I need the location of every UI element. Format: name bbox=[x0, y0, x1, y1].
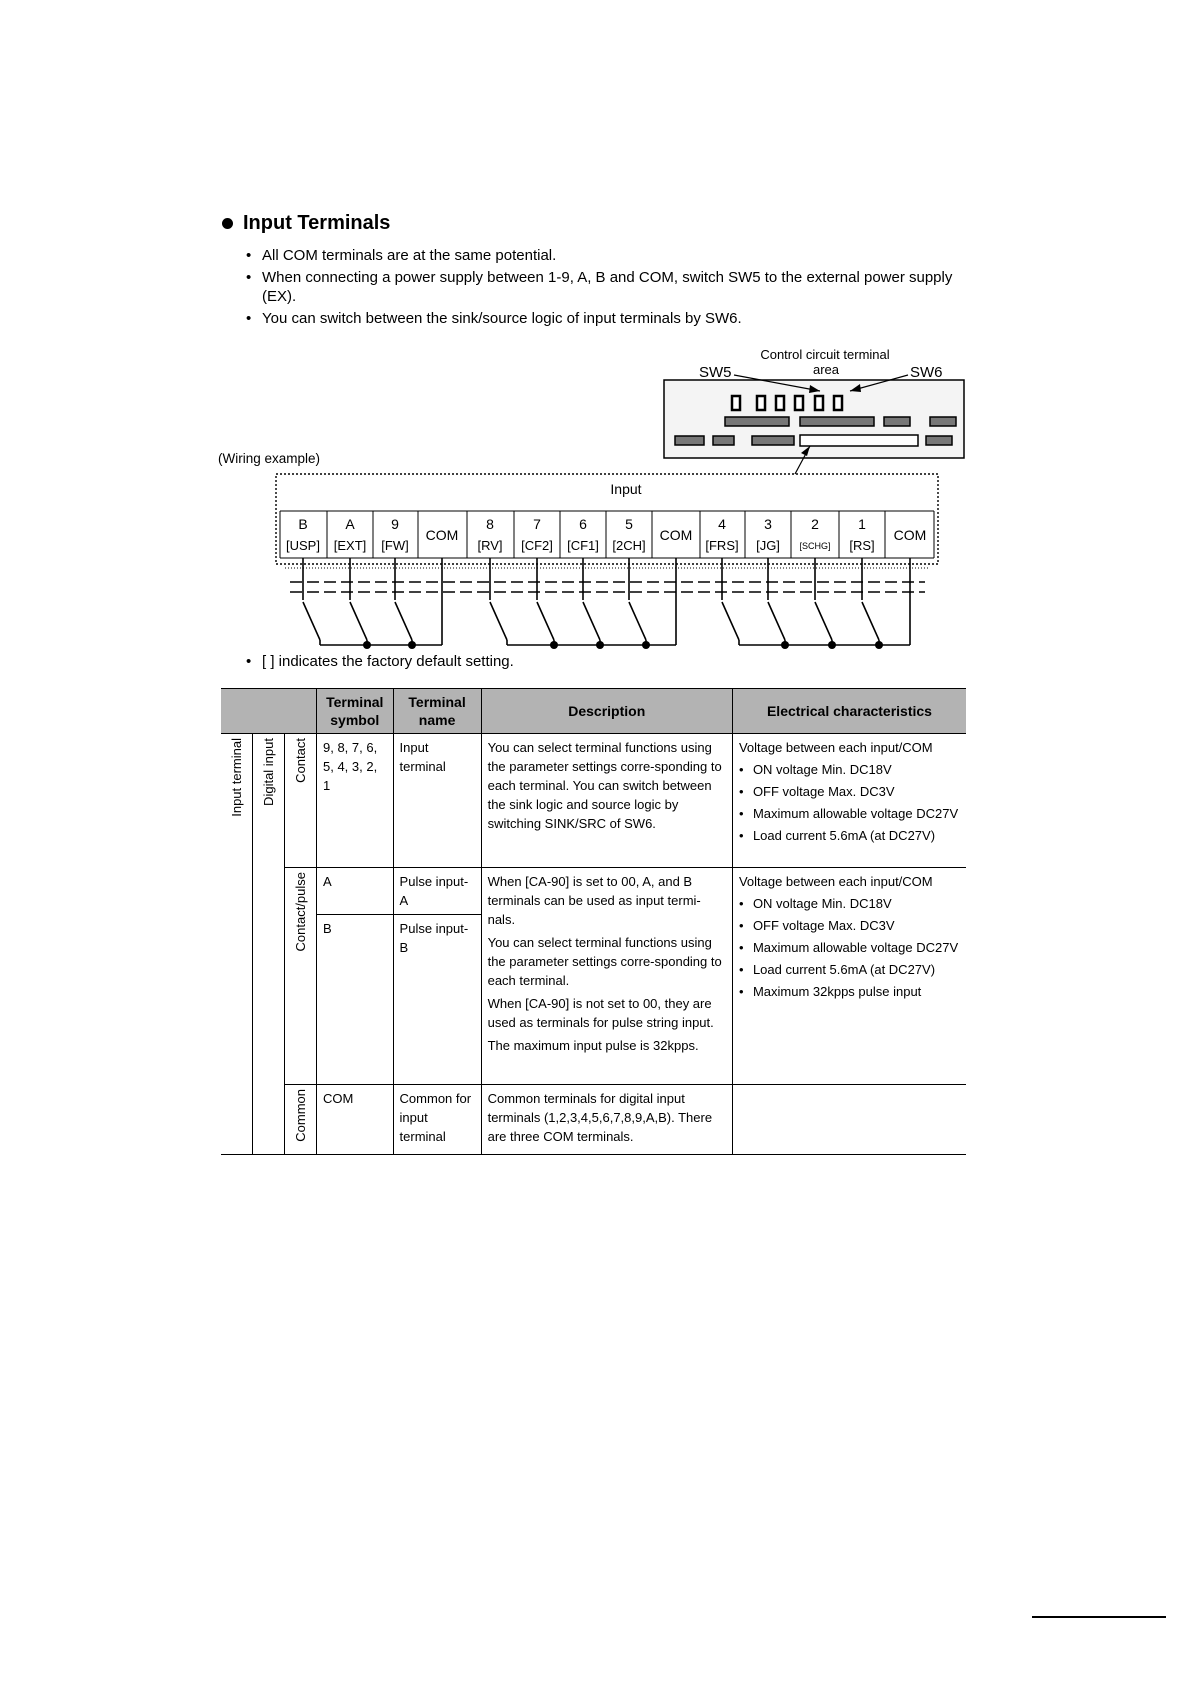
page-footer-rule bbox=[1032, 1616, 1166, 1618]
bullet-item: • When connecting a power supply between 1-9, A, B and COM, switch SW5 to the external power supply (EX). bbox=[246, 268, 966, 306]
contact-name: Input terminal bbox=[393, 734, 481, 868]
terminal-label: 6 bbox=[579, 516, 587, 532]
pulse-electrical: Voltage between each input/COM • ON voltage Min. DC18V • OFF voltage Max. DC3V • Maximum allowable voltage DC27V • Load current 5.6mA (at DC27V) • Maximum 32kpps pulse input bbox=[732, 868, 966, 1085]
sw5-label: SW5 bbox=[699, 364, 732, 381]
terminal-label: 1 bbox=[858, 516, 866, 532]
terminal-label: 7 bbox=[533, 516, 541, 532]
table-row bbox=[221, 734, 966, 868]
list-item: • Load current 5.6mA (at DC27V) bbox=[739, 826, 960, 845]
wiring-example-label: (Wiring example) bbox=[218, 451, 321, 466]
table-row bbox=[221, 1085, 966, 1155]
terminal-label: 4 bbox=[718, 516, 726, 532]
list-item: • Maximum allowable voltage DC27V bbox=[739, 804, 960, 823]
bullet-item: • All COM terminals are at the same potential. bbox=[246, 246, 966, 265]
group-contact: Contact bbox=[285, 734, 317, 868]
contact-electrical: Voltage between each input/COM • ON voltage Min. DC18V • OFF voltage Max. DC3V • Maximum allowable voltage DC27V • Load current 5.6mA (at DC27V) bbox=[732, 734, 966, 868]
list-item: • ON voltage Min. DC18V bbox=[739, 894, 960, 913]
sw6-label: SW6 bbox=[910, 364, 943, 381]
contact-symbol: 9, 8, 7, 6, 5, 4, 3, 2, 1 bbox=[317, 734, 394, 868]
terminal-label: COM bbox=[425, 527, 459, 543]
wiring-diagram bbox=[0, 0, 1190, 680]
terminal-function: [USP] bbox=[286, 538, 320, 553]
table-header-row bbox=[221, 689, 966, 734]
contact-description: You can select terminal functions using the parameter settings corre-sponding to each terminal. You can switch between the sink logic and source logic by switching SINK/SRC of SW6. bbox=[481, 734, 732, 868]
terminal-function: [EXT] bbox=[333, 538, 367, 553]
terminal-function: [RS] bbox=[849, 538, 875, 553]
list-item: • Maximum 32kpps pulse input bbox=[739, 982, 960, 1001]
header-terminal-name: Terminal name bbox=[393, 689, 481, 734]
factory-default-note: • [ ] indicates the factory default setting. bbox=[246, 653, 514, 670]
terminal-label: 9 bbox=[391, 516, 399, 532]
terminal-function: [CF1] bbox=[567, 538, 599, 553]
bullet-item: • You can switch between the sink/source logic of input terminals by SW6. bbox=[246, 309, 966, 328]
table-row bbox=[221, 868, 966, 915]
pulse-description: When [CA-90] is set to 00, A, and B terminals can be used as input termi-nals. You can select terminal functions using the parameter settings corre-sponding to each terminal. When [CA-90] is not set to 00, they are used as terminals for pulse string input. The maximum input pulse is 32kpps. bbox=[481, 868, 732, 1085]
group-contact-pulse: Contact/pulse bbox=[285, 868, 317, 1085]
list-item: • OFF voltage Max. DC3V bbox=[739, 916, 960, 935]
terminal-label: 2 bbox=[811, 516, 819, 532]
section-title: Input Terminals bbox=[243, 212, 391, 234]
pulse-a-symbol: A bbox=[317, 868, 394, 915]
pulse-a-name: Pulse input-A bbox=[393, 868, 481, 915]
switch-wiring bbox=[303, 558, 910, 645]
list-item: • Maximum allowable voltage DC27V bbox=[739, 938, 960, 957]
terminal-label: A bbox=[345, 516, 355, 532]
header-description: Description bbox=[481, 689, 732, 734]
terminal-label: COM bbox=[659, 527, 693, 543]
terminal-function: [JG] bbox=[756, 538, 780, 553]
terminal-label: COM bbox=[893, 527, 927, 543]
input-terminal-spec-table bbox=[221, 688, 966, 1155]
common-electrical bbox=[732, 1085, 966, 1155]
terminal-function: [FW] bbox=[381, 538, 409, 553]
header-blank bbox=[221, 689, 317, 734]
terminal-function: [FRS] bbox=[705, 538, 739, 553]
terminal-label: B bbox=[298, 516, 308, 532]
list-item: • Load current 5.6mA (at DC27V) bbox=[739, 960, 960, 979]
terminal-function: [RV] bbox=[477, 538, 503, 553]
terminal-function: [2CH] bbox=[612, 538, 646, 553]
list-item: • ON voltage Min. DC18V bbox=[739, 760, 960, 779]
board-title-line1: Control circuit terminal bbox=[760, 347, 890, 362]
header-electrical: Electrical characteristics bbox=[732, 689, 966, 734]
common-description: Common terminals for digital input terminals (1,2,3,4,5,6,7,8,9,A,B). There are three COM terminals. bbox=[481, 1085, 732, 1155]
common-symbol: COM bbox=[317, 1085, 394, 1155]
header-terminal-symbol: Terminal symbol bbox=[317, 689, 394, 734]
pulse-b-name: Pulse input-B bbox=[393, 915, 481, 1085]
group-common: Common bbox=[285, 1085, 317, 1155]
list-item: • OFF voltage Max. DC3V bbox=[739, 782, 960, 801]
terminal-label: 8 bbox=[486, 516, 494, 532]
input-terminal-block bbox=[276, 474, 938, 592]
control-board bbox=[664, 347, 964, 474]
board-title-line2: area bbox=[812, 362, 840, 377]
group-digital-input: Digital input bbox=[253, 734, 285, 1155]
group-input-terminal: Input terminal bbox=[221, 734, 253, 1155]
common-name: Common for input terminal bbox=[393, 1085, 481, 1155]
input-label: Input bbox=[610, 481, 642, 497]
pulse-b-symbol: B bbox=[317, 915, 394, 1085]
terminal-function: [CF2] bbox=[521, 538, 553, 553]
terminal-function: [SCHG] bbox=[799, 541, 831, 551]
terminal-label: 5 bbox=[625, 516, 633, 532]
terminal-label: 3 bbox=[764, 516, 772, 532]
